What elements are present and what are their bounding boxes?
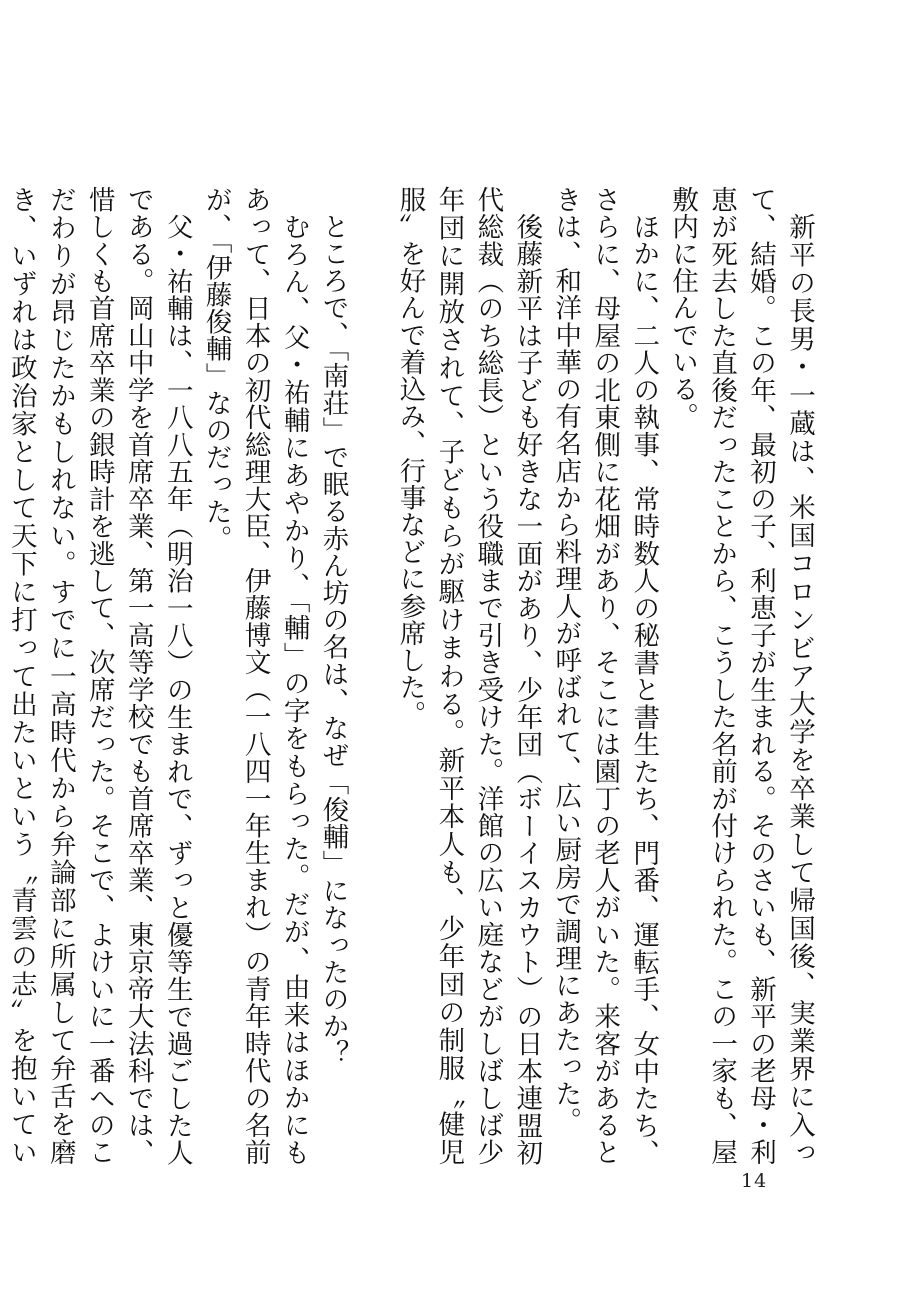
paragraph-father-yusuke: 父・祐輔は、一八八五年（明治一八）の生まれで、ずっと優等生で過ごした人である。岡山中学を首席卒業、第一高等学校でも首席卒業、東京帝大法科では、惜しくも首席卒業の銀時計を逃して、次席だった。そこで、よけいに一番へのこだわりが昂じたかもしれない。すでに一高時代から弁論部に所属して弁舌を磨き、いずれは政治家として天下に打って出たいという〝青雲の志〟を抱いてい bbox=[5, 186, 193, 1166]
page-number: 14 bbox=[741, 1170, 768, 1192]
paragraph-name-question: ところで、「南荘」で眠る赤ん坊の名は、なぜ「俊輔」になったのか？ bbox=[317, 212, 349, 1067]
paragraph-boy-scouts: 後藤新平は子ども好きな一面があり、少年団（ボーイスカウト）の日本連盟初代総裁（のち総長）という役職まで引き受けた。洋館の広い庭などがしばしば少年団に開放されて、子どもらが駆けまわる。新平本人も、少年団の制服〝健児服〟を好んで着込み、行事などに参席した。 bbox=[394, 186, 543, 1166]
paragraph-name-origin: むろん、父・祐輔にあやかり、「輔」の字をもらった。だが、由来はほかにもあって、日本の初代総理大臣、伊藤博文（一八四一年生まれ）の青年時代の名前が、「伊藤俊輔」なのだった。 bbox=[200, 186, 310, 1166]
vertical-text-block bbox=[5, 186, 818, 1166]
paragraph-eldest-son: 新平の長男・一蔵は、米国コロンビア大学を卒業して帰国後、実業界に入って、結婚。この年、最初の子、利恵子が生まれる。そのさいも、新平の老母・利恵が死去した直後だったことから、こうした名前が付けられた。この一家も、屋敷内に住んでいる。 bbox=[667, 186, 815, 1166]
paragraph-household-staff: ほかに、二人の執事、常時数人の秘書と書生たち、門番、運転手、女中たち、さらに、母屋の北東側に花畑があり、そこには園丁の老人がいた。来客があるときは、和洋中華の有名店から料理人が呼ばれて、広い厨房で調理にあたった。 bbox=[550, 186, 660, 1166]
